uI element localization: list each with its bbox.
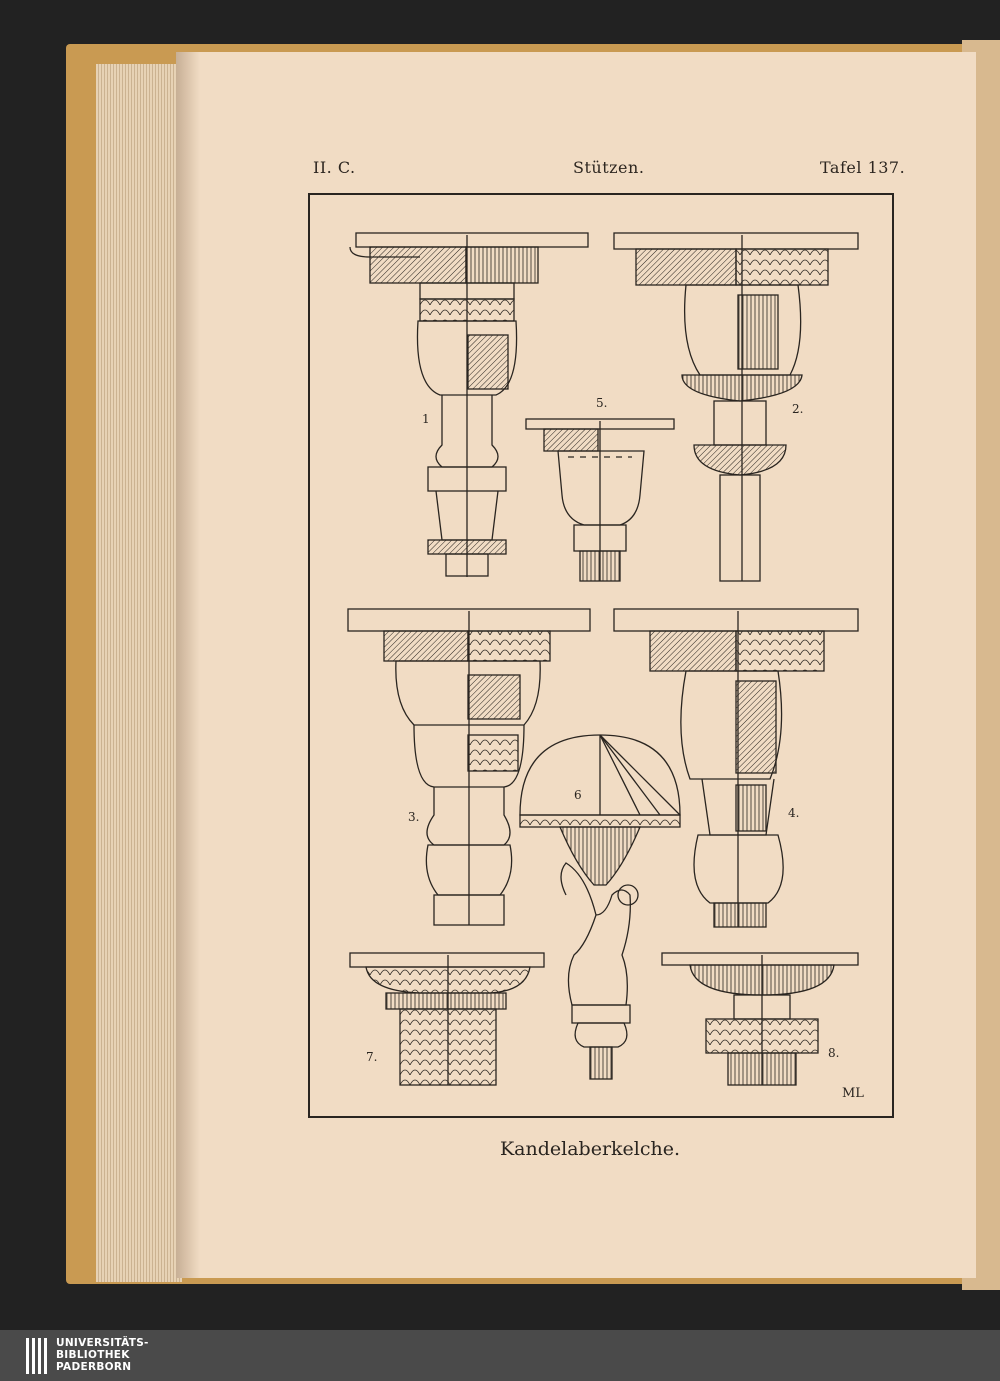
library-logo-icon (26, 1338, 48, 1374)
spine-shadow (176, 52, 200, 1278)
candelabrum-8-drawing (662, 953, 858, 1085)
library-name (56, 1337, 149, 1373)
running-head-center: Stützen. (573, 158, 645, 177)
artist-monogram: ML (842, 1086, 864, 1101)
figure-label-1: 1 (422, 412, 430, 426)
candelabrum-1-drawing (350, 233, 588, 577)
library-name-line-3: PADERBORN (56, 1361, 132, 1373)
plate-caption: Kandelaberkelche. (499, 1138, 681, 1160)
candelabrum-3-drawing (348, 609, 590, 925)
candelabrum-6-drawing (520, 735, 680, 1079)
figure-label-7: 7. (366, 1050, 378, 1064)
plate-frame (308, 193, 894, 1118)
figure-label-2: 2. (792, 402, 804, 416)
running-head-right: Tafel 137. (820, 158, 906, 177)
library-footer (0, 1330, 1000, 1381)
running-head-left: II. C. (313, 158, 356, 177)
figure-label-6: 6 (574, 788, 582, 802)
candelabrum-7-drawing (350, 953, 544, 1085)
candelabrum-4-drawing (614, 609, 858, 927)
candelabrum-2-drawing (614, 233, 858, 581)
figure-label-8: 8. (828, 1046, 840, 1060)
plate-illustration (310, 195, 892, 1116)
figure-label-4: 4. (788, 806, 800, 820)
page-edges (96, 64, 182, 1282)
library-name-line-2: BIBLIOTHEK (56, 1349, 130, 1361)
figure-label-5: 5. (596, 396, 608, 410)
library-name-line-1: UNIVERSITÄTS- (56, 1337, 149, 1349)
candelabrum-5-drawing (526, 419, 674, 581)
figure-label-3: 3. (408, 810, 420, 824)
